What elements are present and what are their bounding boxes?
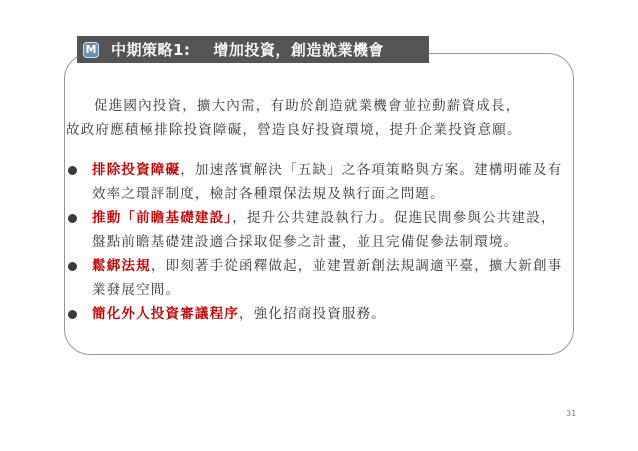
item-highlight: 簡化外人投資審議程序: [92, 306, 239, 322]
intro-line-2: 故政府應積極排除投資障礙，營造良好投資環境，提升企業投資意願。: [66, 122, 522, 138]
list-item: [66, 206, 566, 254]
bullet-dot-icon: [68, 214, 77, 223]
bullet-dot-icon: [68, 310, 77, 319]
item-text: ，加速落實解決「五缺」之各項策略與方案。建構明確及有效率之環評制度，檢討各種環保法規及執行面之問題。: [92, 162, 563, 202]
item-text: ，提升公共建設執行力。促進民間參與公共建設，盤點前瞻基礎建設適合採取促參之計畫，並且完備促參法制環境。: [92, 210, 556, 250]
item-text: ，即刻著手從函釋做起，並建置新創法規調適平臺，擴大新創事業發展空間。: [92, 258, 563, 298]
strategy-list: [66, 158, 566, 326]
item-highlight: 排除投資障礙: [92, 162, 181, 178]
item-text: ，強化招商投資服務。: [239, 306, 386, 322]
bullet-dot-icon: [68, 166, 77, 175]
intro-line-1: 促進國內投資，擴大內需，有助於創造就業機會並拉動薪資成長，: [94, 98, 521, 114]
page-number: 31: [566, 409, 577, 418]
list-item: [66, 158, 566, 206]
list-item: [66, 302, 566, 326]
bullet-dot-icon: [68, 262, 77, 271]
list-item: [66, 254, 566, 302]
section-title: 中期策略1: 增加投資，創造就業機會: [111, 41, 384, 59]
item-highlight: 推動「前瞻基礎建設」: [92, 210, 233, 226]
item-highlight: 鬆綁法規: [92, 258, 151, 274]
intro-paragraph: [66, 94, 566, 142]
m-badge: M: [83, 42, 99, 58]
section-header: [77, 36, 429, 63]
